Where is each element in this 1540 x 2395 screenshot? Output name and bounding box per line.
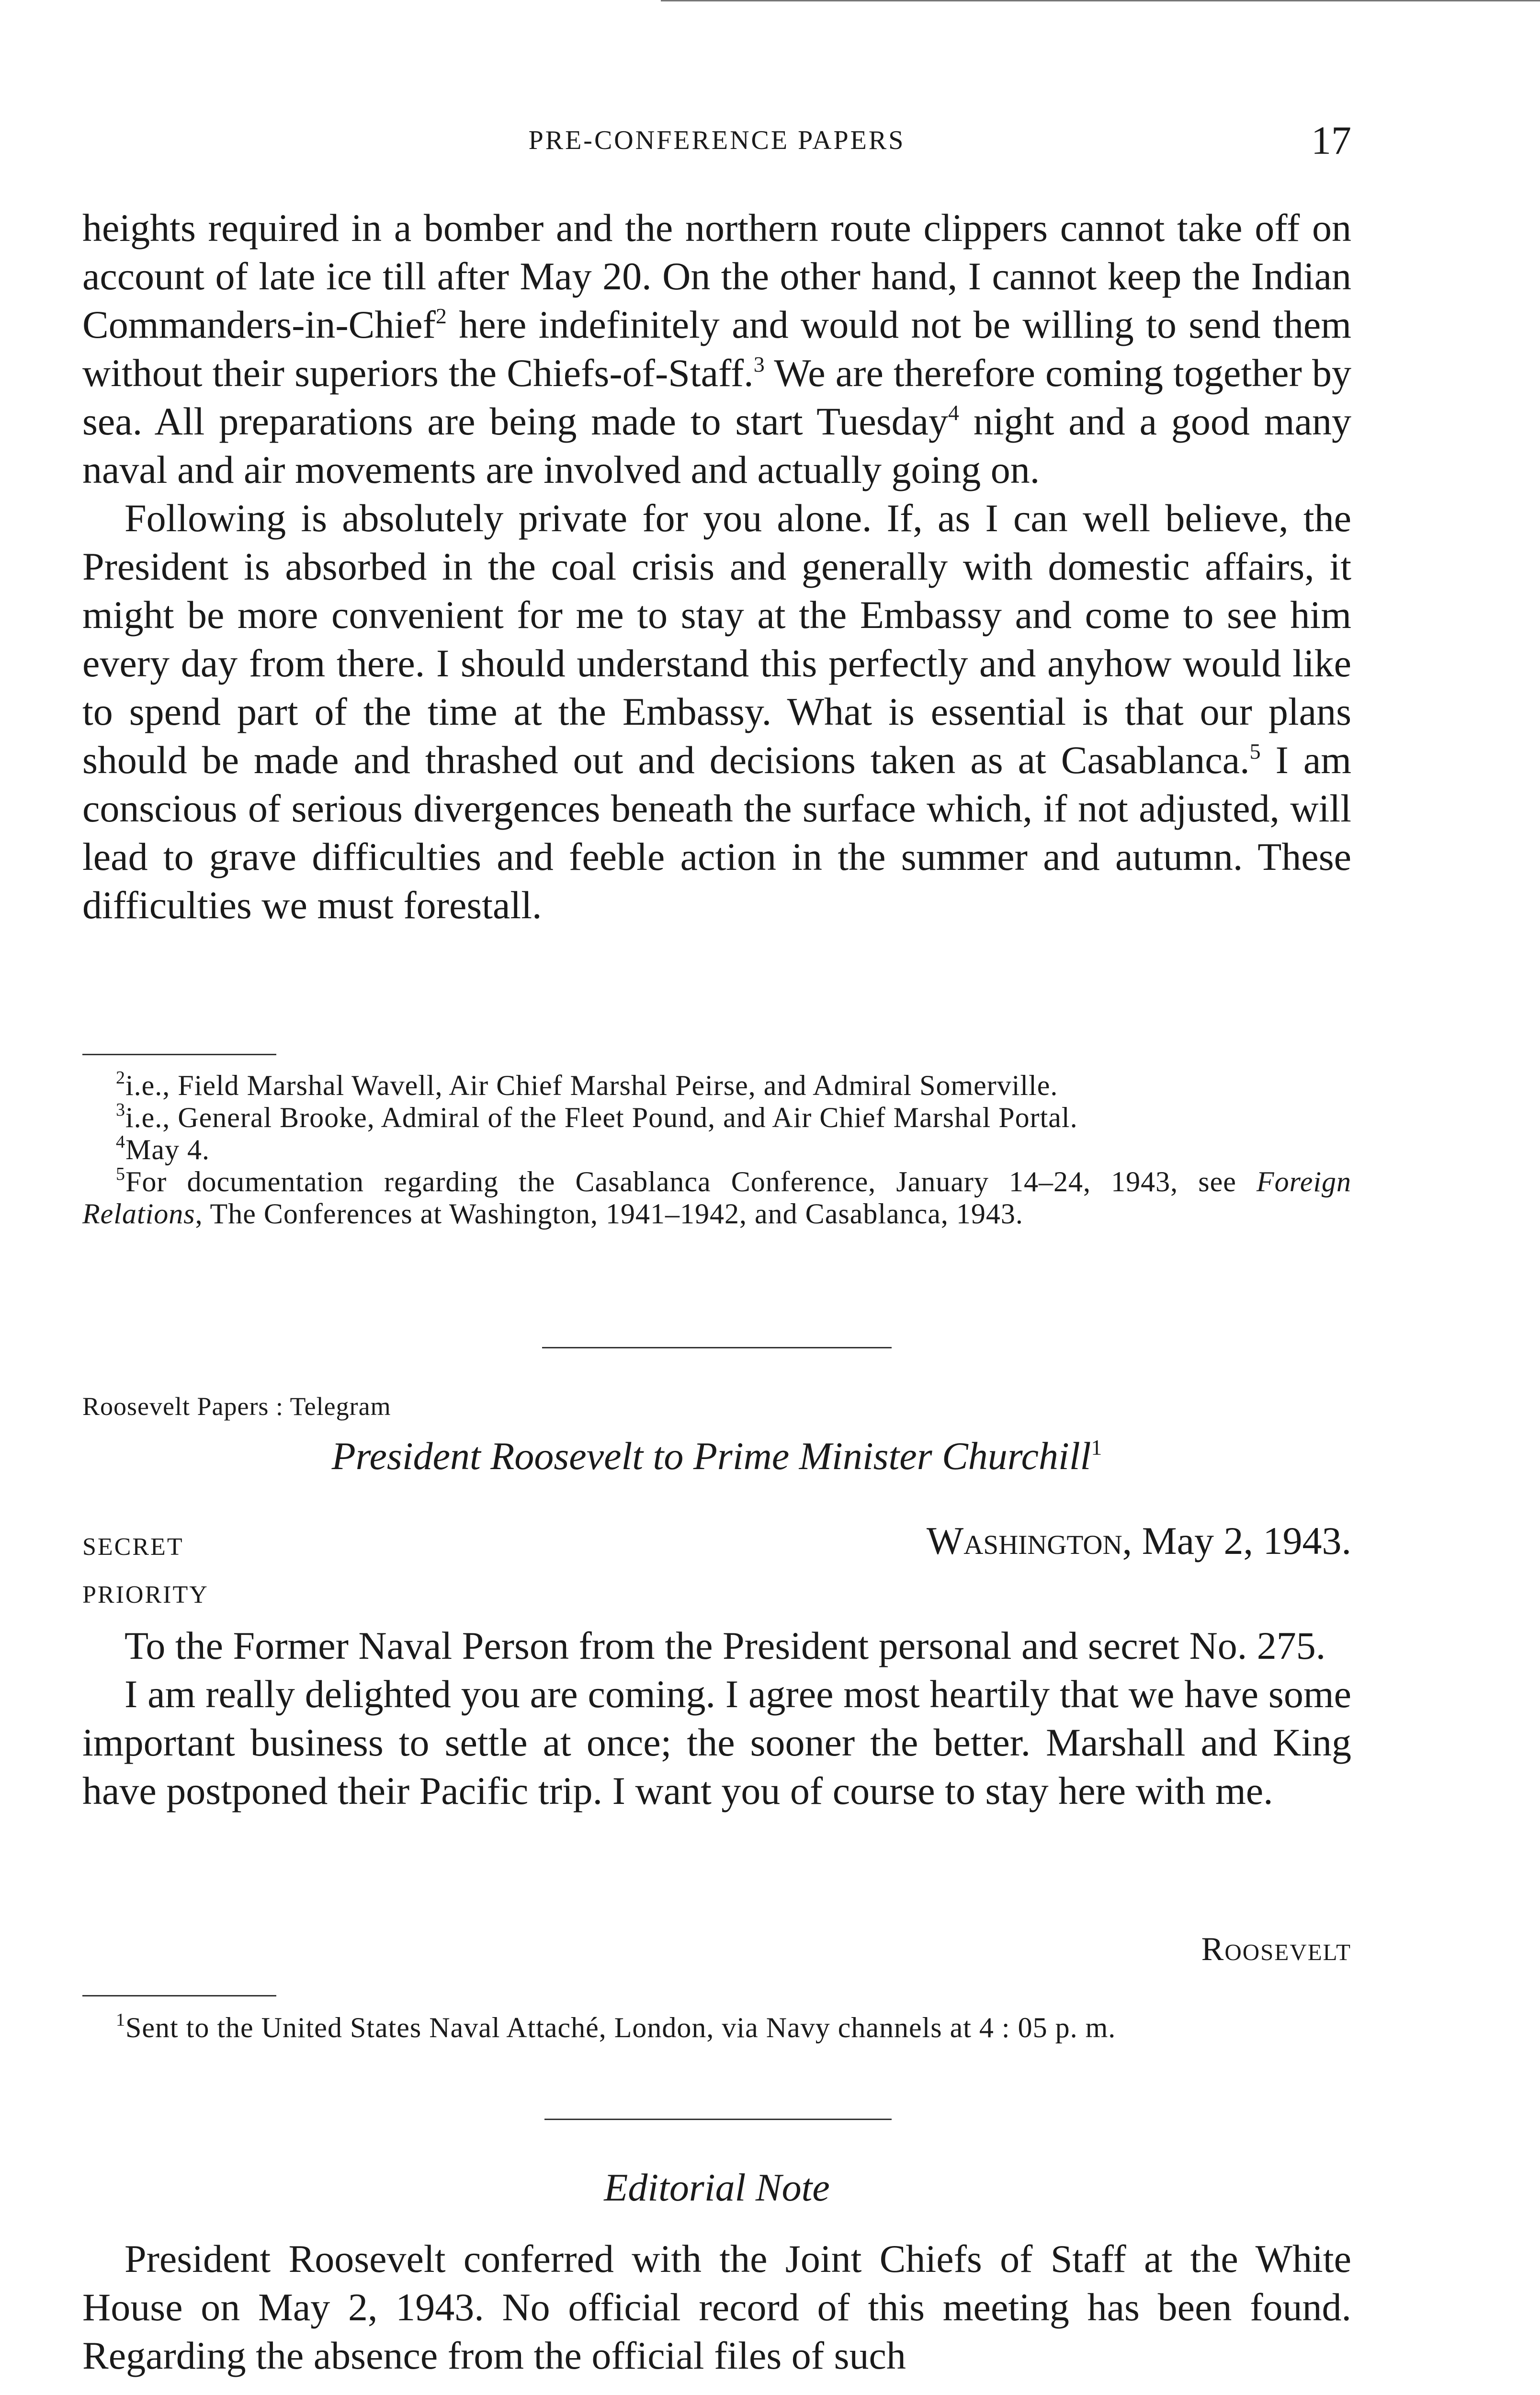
footnote-1: $^1$Sent to the United States Naval Attaché, London, via Navy channels at 4 : 05 p. m.: [116, 2010, 1116, 2043]
running-title: PRE-CONFERENCE PAPERS: [528, 125, 906, 155]
footnote-3: $^3$i.e., General Brooke, Admiral of the Fleet Pound, and Air Chief Marshal Portal.: [116, 1100, 1078, 1133]
classification-secret: SECRET: [82, 1533, 184, 1561]
footnote-rule: [82, 1995, 276, 1996]
page-number: 17: [1311, 118, 1351, 163]
footnote-4: $^4$May 4.: [116, 1132, 210, 1165]
continued-letter-text: [82, 204, 1351, 929]
dateline: Washington, May 2, 1943.: [926, 1519, 1351, 1562]
document-title: President Roosevelt to Prime Minister Churchill$^1$: [331, 1434, 1102, 1478]
footnote-2: $^2$i.e., Field Marshal Wavell, Air Chief Marshal Peirse, and Admiral Somerville.: [116, 1068, 1058, 1101]
running-head: [82, 118, 1351, 163]
editorial-body: [82, 2235, 1351, 2380]
paragraph-private: Following is absolutely private for you alone. If, as I can well believe, the President is absorbed in the coal crisis and generally with domestic affairs, it might be more convenient for me to stay at the Embassy and come to see him every day from there. I should understand this perfectly and anyhow would like to spend part of the time at the Embassy. What is essential is that our plans should be made and thrashed out and decisions taken as at Casablanca.$^5$ I am conscious of serious divergences beneath the surface which, if not adjusted, will lead to grave difficulties and feeble action in the summer and autumn. These difficulties we must forestall.: [82, 496, 1351, 927]
document-source: Roosevelt Papers : Telegram: [82, 1392, 391, 1421]
footnote-telegram: [82, 2012, 1351, 2044]
telegram-paragraph-1: To the Former Naval Person from the President personal and secret No. 275.: [125, 1624, 1326, 1667]
footnote-ref: 4: [948, 400, 960, 425]
footnote-ref: 2: [435, 304, 447, 328]
footnote-ref: 3: [753, 352, 765, 376]
telegram-paragraph-2: I am really delighted you are coming. I agree most heartily that we have some important business to settle at once; the sooner the better. Marshall and King have postponed their Pacific trip. I want you of course to stay here with me.: [82, 1672, 1351, 1813]
paragraph-continued: heights required in a bomber and the northern route clippers cannot take off on account of late ice till after May 20. On the other hand, I cannot keep the Indian Commanders-in-Chief$^2$ here indefinitely and would not be willing to send them without their superiors the Chiefs-of-Staff.$^3$ We are therefore coming together by sea. All preparations are being made to start Tuesday$^4$ night and a good many naval and air movements are involved and actually going on.: [82, 206, 1352, 491]
section-divider: [542, 1347, 892, 1348]
footnotes-top: [82, 1070, 1351, 1230]
section-divider: [544, 2119, 892, 2120]
footnote-5: $^5$For documentation regarding the Casablanca Conference, January 14–24, 1943, see Foreign Relations, The Conferences at Washington, 1941–1942, and Casablanca, 1943.: [82, 1164, 1351, 1230]
top-edge-rule: [661, 0, 1540, 1]
footnote-ref: 5: [1249, 739, 1261, 764]
editorial-paragraph: President Roosevelt conferred with the Joint Chiefs of Staff at the White House on May 2, 1943. No official record of this meeting has been found. Regarding the absence from the official files of such: [82, 2237, 1351, 2377]
editorial-heading: Editorial Note: [604, 2166, 830, 2209]
footnote-rule: [82, 1054, 276, 1055]
classification-priority: PRIORITY: [82, 1581, 209, 1608]
telegram-body: [82, 1621, 1351, 1815]
signature: Roosevelt: [1201, 1931, 1351, 1968]
